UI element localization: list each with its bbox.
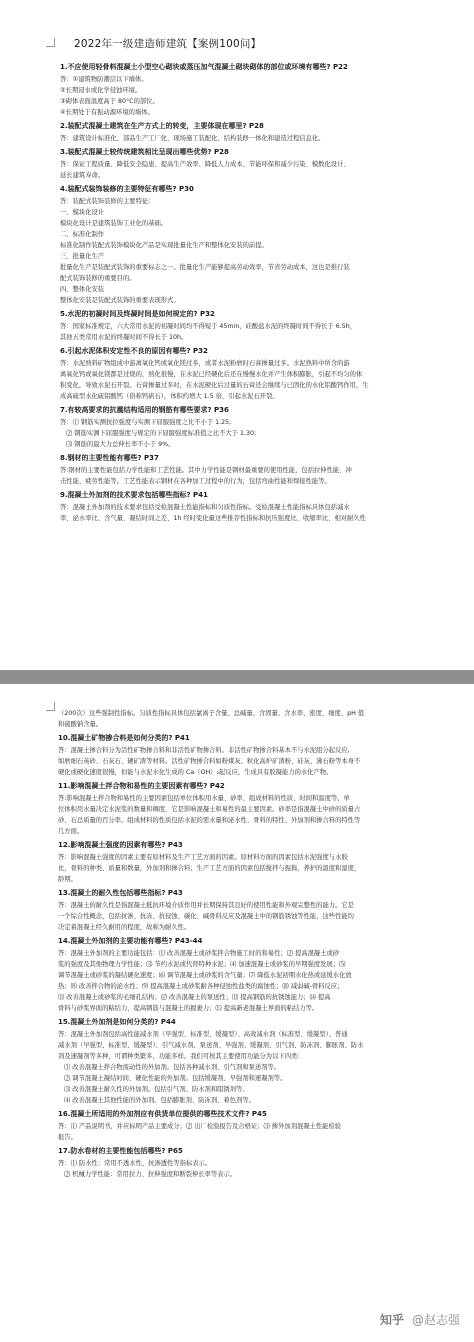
- document-title: 2022年一级建造师建筑【案例100问】: [74, 38, 262, 50]
- answer-line: 答：混凝土掺合料分为活性矿物掺合料和非活性矿物掺合料。非活性矿物掺合料基本不与水泥组分起反应,: [58, 747, 350, 754]
- answer-line: 答：国家标准规定，六大常用水泥的初凝时间均不得短于 45min，硅酸盐水泥的终凝时间不得长于 6.5h，: [60, 323, 357, 330]
- answer-line: 几方面。: [58, 828, 84, 835]
- answer-line: ⑴ 改善混凝土拌合物流动性的外加剂。包括各种减水剂、引气剂和泵送剂等。: [64, 1064, 281, 1071]
- question-heading: 5.水泥的初凝时间及终凝时间是如何规定的? P32: [60, 310, 215, 318]
- question-heading: 14.混凝土外加剂的主要功能有哪些? P43-44: [58, 937, 203, 945]
- answer-line: 答：混凝土的耐久性是指混凝土抵抗环境介质作用并长期保持其良好的使用性能和外观完整性的能力。它是: [58, 902, 354, 909]
- answer-line: 答：①建筑物防潮层以下墙体。: [60, 76, 148, 83]
- question-heading: 15.混凝土外加剂是如何分类的? P44: [58, 1018, 176, 1026]
- answer-line: 决定着混凝土经久耐用的程度，故称为耐久性。: [58, 924, 191, 931]
- answer-line: 答:钢材的主要性能包括力学性能和工艺性能。其中力学性能是钢材最重要的使用性能，包括拉伸性能、冲: [60, 467, 352, 474]
- answer-line: 热；⑻ 改善拌合物的泌水性；⑼ 提高混凝土或砂浆耐各种侵蚀性盐类的腐蚀性；⑽ 减弱碱-骨料反应；: [58, 983, 344, 990]
- answer-line: 其他五类常用水泥的终凝时间不得长于 10h。: [60, 334, 188, 341]
- answer-line: 离氧化钙或氧化镁都是过烧的，熟化很慢，在水泥已经硬化后还在慢慢水化并产生体积膨胀，引起不均匀的体: [60, 371, 363, 378]
- answer-line: 调节混凝土或砂浆的凝结硬化速度；⑹ 调节混凝土或砂浆的含气量；⑺ 降低水泥初期水化热或延缓水化放: [58, 972, 352, 979]
- answer-line: ⑵ 钢筋实测下屈服强度与规定的下屈服强度标准值之比不大于 1.30;: [66, 430, 257, 437]
- answer-line: 答：装配式装饰装修的主要特征：: [60, 198, 155, 205]
- answer-line: 一个综合性概念，包括抗渗、抗冻、抗侵蚀、碳化、碱骨料反应及混凝土中的钢筋锈蚀等性能，这些性能均: [58, 913, 354, 920]
- watermark-author: @赵志强: [411, 1313, 460, 1327]
- answer-line: 答：混凝土外加剂的技术要求包括受检混凝土性能指标和匀质性指标。受检混凝土性能指标具体包括减水: [60, 504, 350, 511]
- answer-line: 浆的强度及其他物理力学性能；⑶ 节约水泥或代替特种水泥；⑷ 加速混凝土或砂浆的早期强度发展；⑸: [58, 961, 346, 968]
- answer-line: 击性能、疲劳性能等。工艺性能表示钢材在各种加工过程中的行为，包括弯曲性能和焊接性能等。: [60, 478, 331, 485]
- question-heading: 6.引起水泥体积安定性不良的原因有哪些? P32: [60, 347, 208, 355]
- answer-line: 位体积用水量决定水泥浆的数量和稠度，它是影响混凝土和易性的最主要因素。砂率是指混凝土中砂的质量占: [58, 806, 361, 813]
- answer-line: 答：混凝土外加剂包括高性能减水剂（早强型、标准型、缓凝型）、高效减水剂（标准型、缓凝型）、普通: [58, 1031, 348, 1038]
- document-page-2: [0, 684, 474, 1342]
- page-2-content: [58, 708, 464, 1180]
- answer-line: 答：⑴ 产品说明书，并应标明产品主要成分；⑵ 出厂检验报告及合格证；⑶ 掺外加剂混凝土性能检验: [58, 1123, 342, 1130]
- answer-line: ⑷ 改善混凝土其他性能的外加剂。包括膨胀剂、防冻剂、着色剂等。: [64, 1097, 255, 1104]
- answer-line: 答：保证工程质量、降低安全隐患、提高生产效率、降低人力成本、节能环保和减少污染、模数化设计、: [60, 161, 350, 168]
- answer-line: ⑵ 机械力学性能：常用拉力、拉伸强度和断裂伸长率等表示。: [64, 1171, 237, 1178]
- answer-line: 减水剂（早强型、标准型、缓凝型）、引气减水剂、泵送剂、早强剂、缓凝剂、引气剂、防冻剂、膨胀剂、防水: [58, 1042, 364, 1049]
- answer-line: 硬化或硬化速度很慢，但能与水泥水化生成的 Ca（OH）₂起反应，生成具有胶凝能力的水化产物。: [58, 769, 333, 776]
- watermark: [380, 1311, 460, 1328]
- answer-line: ⑵ 调节混凝土凝结时间、硬化性能的外加剂。包括缓凝剂、早强剂和速凝剂等。: [64, 1075, 287, 1082]
- answer-line: 批量化生产是装配式装饰的重要标志之一。批量化生产能够提高劳动效率，节省劳动成本，这也是推行装: [60, 264, 350, 271]
- watermark-site: 知乎: [379, 1313, 404, 1327]
- answer-line: 砂、石总质量的百分率。组成材料的性质包括水泥的需水量和泌水性、骨料的特性、外加剂和掺合料的特性等: [58, 817, 361, 824]
- answer-line: ⑾ 改善混凝土或砂浆的毛细孔结构；⑿ 改善混凝土的泵送性；⒀ 提高钢筋的抗锈蚀能力；⒁ 提高: [58, 994, 331, 1001]
- question-heading: 13.混凝土的耐久性包括哪些指标? P43: [58, 889, 183, 897]
- page-corner-mark: [46, 38, 55, 47]
- page-corner-mark: [46, 702, 55, 711]
- answer-line: 答：建筑设计标准化、部品生产工厂化、现场施工装配化、结构装修一体化和建造过程信息化。: [60, 135, 325, 142]
- page-1-content: [60, 61, 464, 524]
- question-heading: 12.影响混凝土强度的因素有哪些? P43: [58, 841, 183, 849]
- answer-line: （200次）这些强制性指标。匀质性指标具体包括氯离子含量、总碱量、含固量、含水率、密度、细度、pH 值: [58, 710, 365, 717]
- answer-line: 一、模块化设计: [60, 209, 105, 216]
- answer-line: 龄期。: [58, 876, 77, 883]
- question-heading: 1.不应使用轻骨料混凝土小型空心砌块或蒸压加气混凝土砌块砌体的部位或环境有哪些? P22: [60, 63, 348, 71]
- answer-line: 成高硫型水化硫铝酸钙（俗称钙矾石），体积约增大 1.5 倍，引起水泥石开裂。: [60, 393, 279, 400]
- answer-line: 模块化设计是建筑装饰工业化的基础。: [60, 220, 168, 227]
- answer-line: 骨料与砂浆界面的粘结力，提高钢筋与混凝土的握裹力；⒂ 提高新老混凝土界面的粘结力等。: [58, 1005, 319, 1012]
- answer-line: 和硫酸钠含量。: [58, 721, 103, 728]
- answer-line: ④长期处于有振动源环境的墙体。: [60, 109, 154, 116]
- answer-line: ⑶ 改善混凝土耐久性的外加剂。包括引气剂、防水剂和阻锈剂等。: [64, 1086, 249, 1093]
- answer-line: 答：混凝土外加剂的主要功能包括：⑴ 改善混凝土或砂浆拌合物施工时的和易性；⑵ 提高混凝土或砂: [58, 950, 340, 957]
- question-heading: 9.混凝土外加剂的技术要求包括哪些指标? P41: [60, 491, 208, 499]
- answer-line: 延长建筑寿命。: [60, 172, 105, 179]
- document-page-1: [0, 0, 474, 670]
- answer-line: ⑶ 钢筋的最大力总伸长率不小于 9%。: [66, 441, 175, 448]
- answer-line: 二、标准化制作: [60, 231, 105, 238]
- question-heading: 4.装配式装饰装修的主要特征有哪些? P30: [60, 185, 194, 193]
- answer-line: 标准化制作装配式装饰模块化产品是实现批量化生产和整体化安装的前提。: [60, 242, 268, 249]
- question-heading: 2.装配式混凝土建筑在生产方式上的转变，主要体现在哪里? P28: [60, 122, 264, 130]
- question-heading: 17.防水卷材的主要性能包括哪些? P65: [58, 1147, 183, 1155]
- answer-line: 答:影响混凝土拌合物和易性的主要因素包括单位体积用水量、砂率、组成材料的性质、时间和温度等。单: [58, 795, 350, 802]
- answer-line: 整体化安装是装配式装饰的重要表现形式。: [60, 297, 180, 304]
- answer-line: ②长期浸水或化学侵蚀环境。: [60, 87, 142, 94]
- question-heading: 10.混凝土矿物掺合料是如何分类的? P41: [58, 734, 190, 742]
- answer-line: 答：水泥熟料矿物组成中游离氧化钙或氧化镁过多，或者水泥粉磨时石膏掺量过多。水泥熟料中所含的游: [60, 360, 350, 367]
- answer-line: 答：⑴ 防水性：常用不透水性、抗渗透性等指标表示。: [58, 1160, 212, 1167]
- answer-line: 报告。: [58, 1134, 77, 1141]
- question-heading: 16.混凝土所适用的外加剂应有供货单位提供的哪些技术文件? P45: [58, 1110, 267, 1118]
- question-heading: 7.有较高要求的抗震结构适用的钢筋有哪些要求? P36: [60, 406, 229, 414]
- answer-line: ③砌体表面温度高于 80°C的部位。: [60, 98, 159, 105]
- question-heading: 11.影响混凝土拌合物和易性的主要因素有哪些? P42: [58, 782, 225, 790]
- answer-line: 配式装饰装修的重要目的。: [60, 275, 136, 282]
- answer-line: 答：影响混凝土强度的因素主要有原材料及生产工艺方面的因素。原材料方面的因素包括水泥强度与水胶: [58, 854, 348, 861]
- answer-line: 率、泌水率比、含气量、凝结时间之差、1h 经时变化量这些推荐性指标和抗压强度比、收缩率比、相对耐久性: [60, 515, 366, 522]
- answer-line: 三、批量化生产: [60, 253, 105, 260]
- answer-line: 积变化，导致水泥石开裂。石膏掺量过多时，在水泥硬化后过量的石膏还会继续与已固化的水化铝酸钙作用，生: [60, 382, 369, 389]
- answer-line: 四、整体化安装: [60, 286, 105, 293]
- answer-line: 答：⑴ 钢筋实测抗拉强度与实测下屈服强度之比不小于 1.25;: [60, 419, 232, 426]
- question-heading: 8.钢材的主要性能有哪些? P37: [60, 454, 159, 462]
- answer-line: 剂及速凝剂等多种，可谓种类繁多，功能多样。我们可按其主要使用功能分为以下四类：: [58, 1053, 304, 1060]
- answer-line: 比，骨料的种类、质量和数量，外加剂和掺合料；生产工艺方面的因素包括搅拌与振捣，养护的温度和湿度，: [58, 865, 361, 872]
- question-heading: 3.装配式混凝土较传统建筑相比呈现出哪些优势? P28: [60, 148, 229, 156]
- answer-line: 如磨细石英砂、石灰石、硬矿渣等材料。活性矿物掺合料如粉煤灰、粒化高炉矿渣粉、硅灰、沸石粉等本身不: [58, 758, 361, 765]
